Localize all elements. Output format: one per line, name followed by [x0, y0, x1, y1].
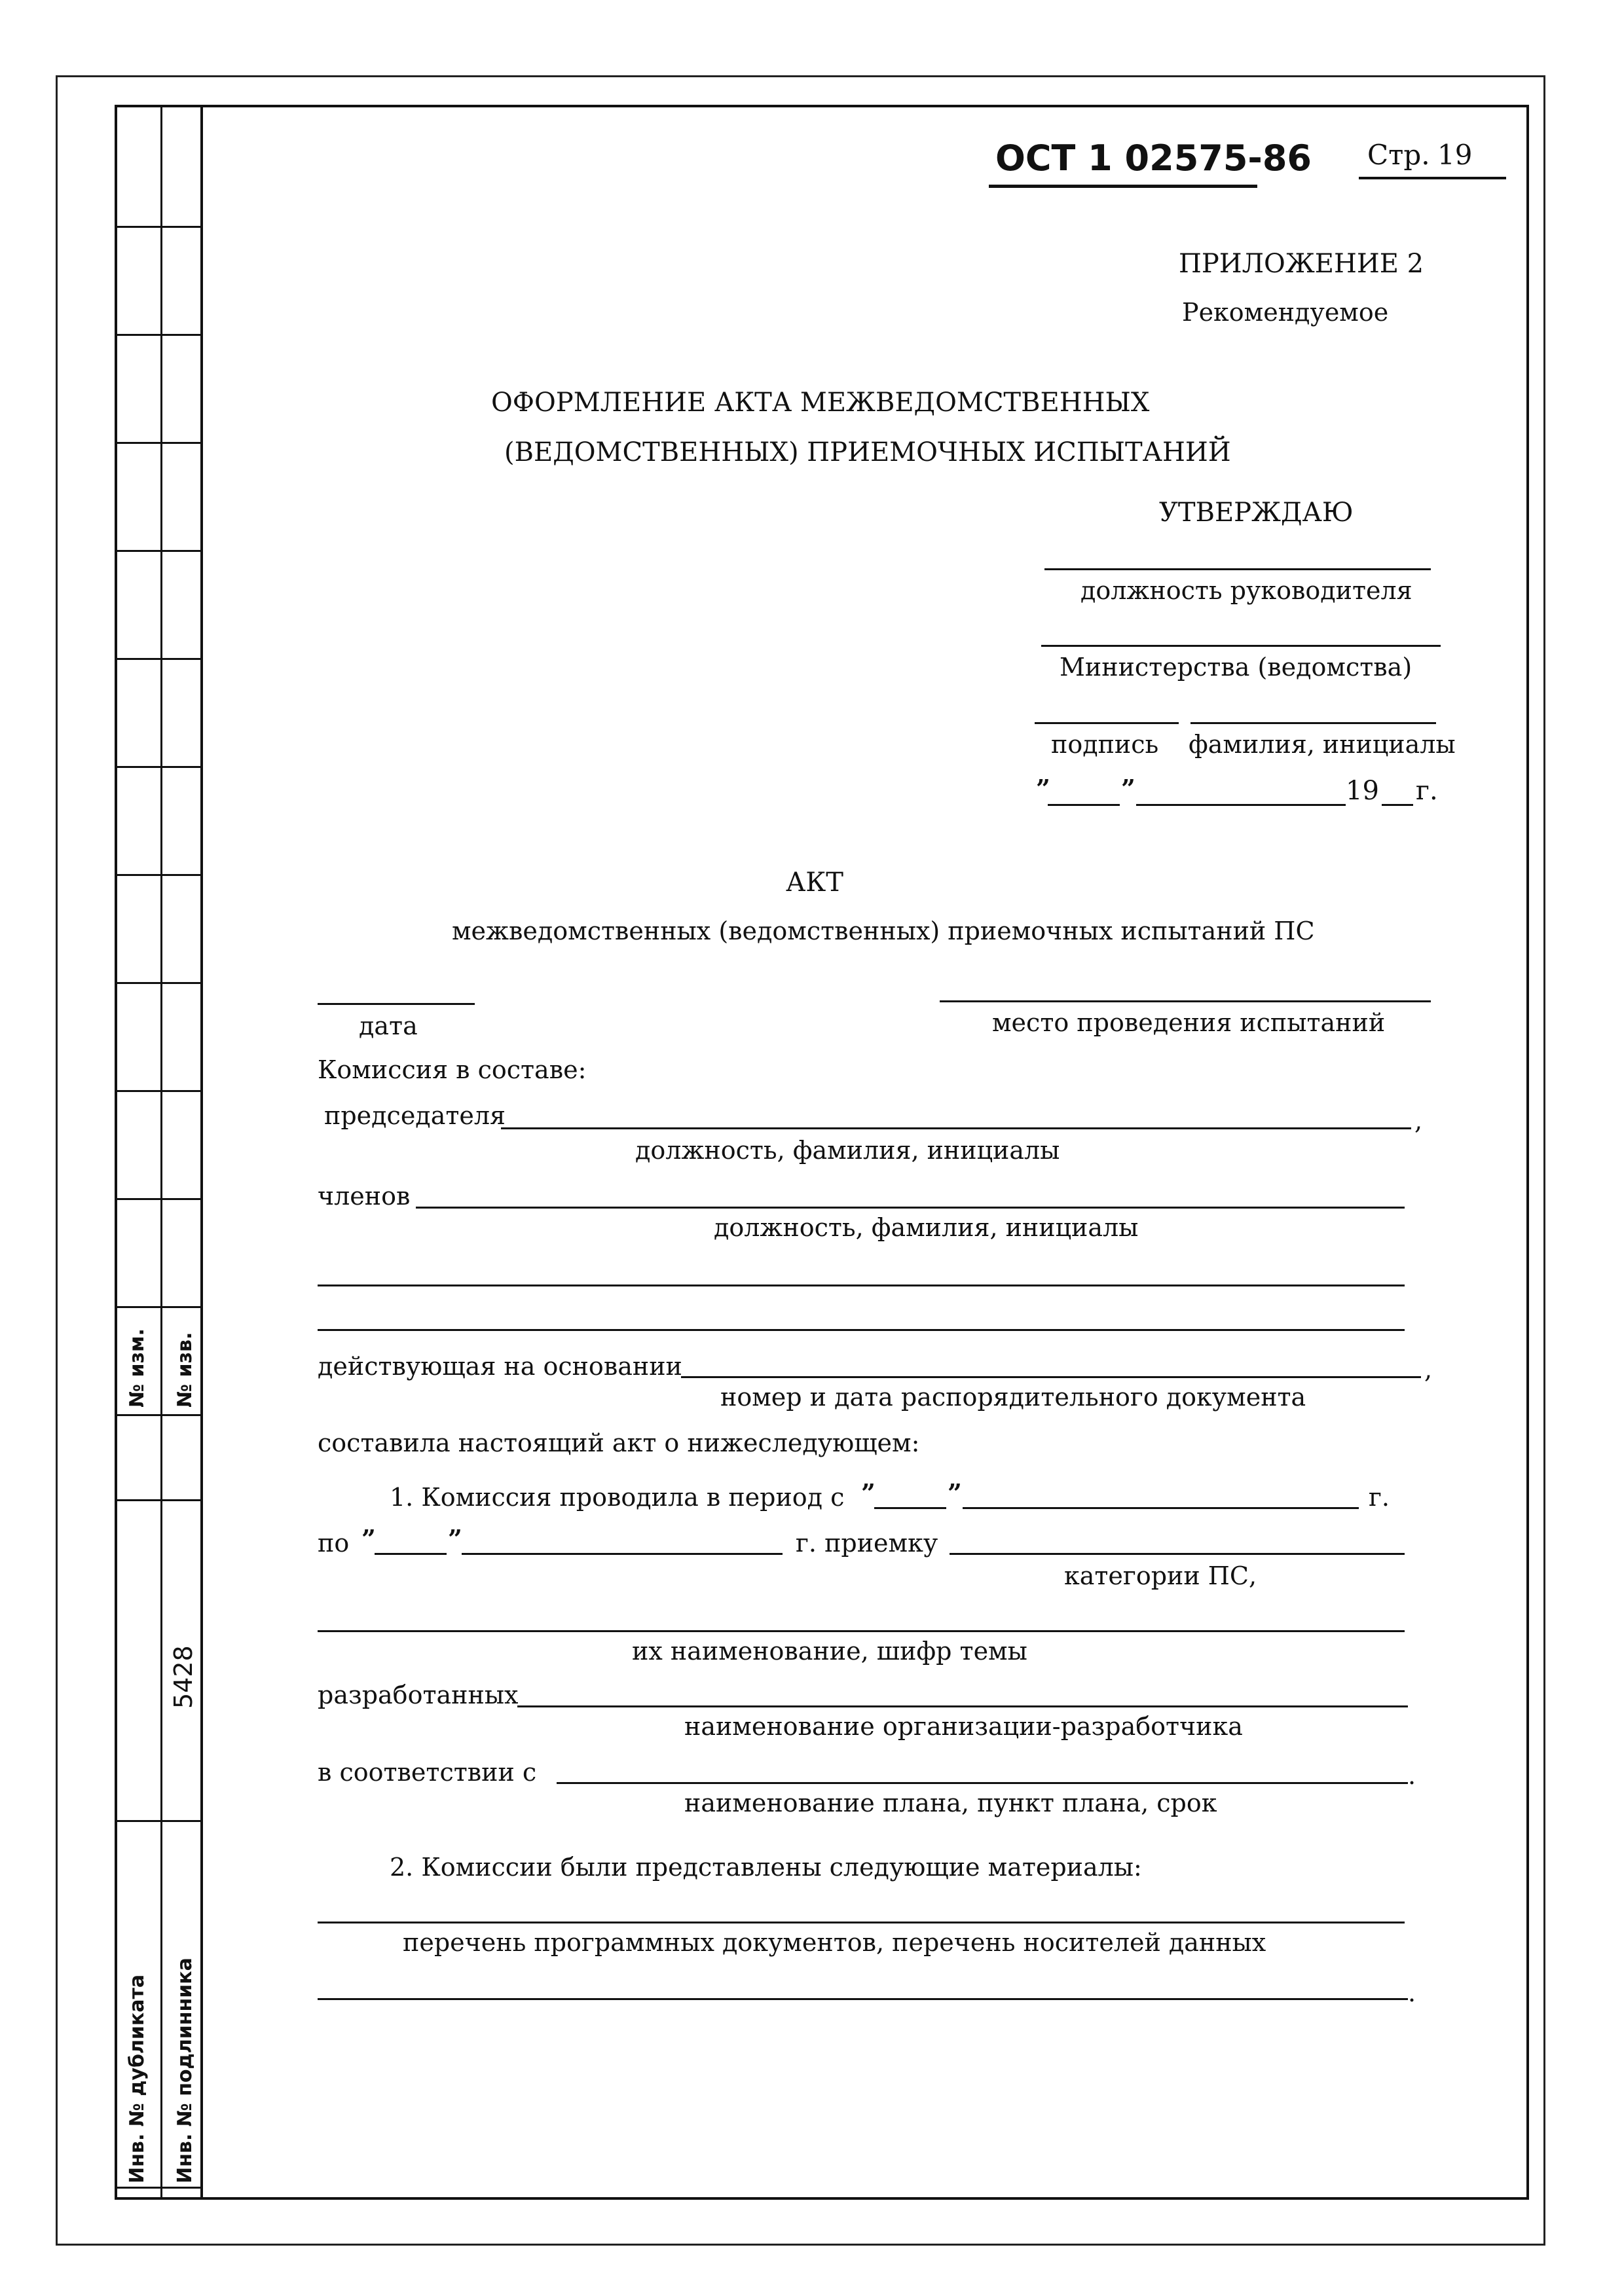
developer-line [517, 1705, 1408, 1707]
name-line [318, 1630, 1405, 1632]
page-underline [1359, 177, 1506, 179]
basis-caption: номер и дата распорядительного документа [720, 1383, 1306, 1412]
signature-caption: подпись [1051, 730, 1159, 759]
page-label: Стр. [1367, 139, 1430, 171]
appendix-title: ПРИЛОЖЕНИЕ 2 [1179, 249, 1424, 279]
item1-text: 1. Комиссия проводила в период с [390, 1483, 845, 1512]
margin-row-line [115, 766, 203, 768]
chairman-label: председателя [324, 1101, 506, 1130]
members-line [416, 1207, 1405, 1209]
materials-caption: перечень программных документов, перечень носителей данных [403, 1928, 1266, 1957]
margin-row-line [115, 1414, 203, 1416]
margin-row-line [115, 1090, 203, 1092]
appendix-status: Рекомендуемое [1182, 298, 1389, 327]
accept-text: г. приемку [796, 1529, 938, 1558]
doc-code-underline [989, 185, 1257, 188]
margin-inv-number: 5428 [169, 1645, 198, 1709]
place-line [940, 1000, 1431, 1002]
margin-row-line [115, 1499, 203, 1501]
approval-month-line [1136, 804, 1346, 806]
approval-day-line [1048, 804, 1120, 806]
members-extra-line-1 [318, 1285, 1405, 1286]
approval-year-prefix: 19 [1346, 776, 1379, 806]
members-label: членов [318, 1182, 411, 1211]
to-day-line [375, 1553, 447, 1555]
item1-day-line [874, 1507, 946, 1509]
margin-row-line [115, 1306, 203, 1308]
margin-row-line [115, 550, 203, 552]
item1-year-g: г. [1369, 1483, 1390, 1512]
form-title-line1: ОФОРМЛЕНИЕ АКТА МЕЖВЕДОМСТВЕННЫХ [491, 388, 1150, 418]
approval-heading: УТВЕРЖДАЮ [1159, 498, 1354, 528]
place-caption: место проведения испытаний [992, 1008, 1386, 1037]
commission-label: Комиссия в составе: [318, 1055, 587, 1084]
chairman-caption: должность, фамилия, инициалы [635, 1136, 1060, 1165]
margin-row-line [115, 442, 203, 444]
position-caption: должность руководителя [1080, 576, 1412, 605]
developer-caption: наименование организации-разработчика [684, 1712, 1243, 1741]
doc-code: ОСТ 1 02575-86 [995, 137, 1312, 179]
position-line [1044, 568, 1431, 570]
to-close-quote: ” [448, 1524, 462, 1554]
margin-row-line [115, 226, 203, 228]
ministry-line [1041, 645, 1441, 647]
category-caption: категории ПС, [1064, 1561, 1257, 1590]
approval-date-open-quote: ” [1036, 774, 1050, 803]
accordance-period: . [1408, 1761, 1416, 1790]
margin-row-line [115, 1198, 203, 1200]
developed-label: разработанных [318, 1681, 519, 1709]
materials-period: . [1408, 1978, 1416, 2007]
chairman-comma: , [1414, 1106, 1423, 1135]
act-subtitle: межведомственных (ведомственных) приемочных испытаний ПС [452, 917, 1315, 945]
margin-stamp-column [115, 105, 203, 2200]
date-caption: дата [359, 1011, 418, 1040]
to-open-quote: ” [361, 1524, 376, 1554]
margin-row-line [115, 2187, 203, 2189]
item1-open-quote: ” [861, 1478, 876, 1508]
plan-caption: наименование плана, пункт плана, срок [684, 1789, 1217, 1817]
name-line [1190, 722, 1436, 724]
date-line [318, 1003, 475, 1005]
margin-notice-no-label: № изв. [174, 1332, 196, 1408]
members-caption: должность, фамилия, инициалы [714, 1213, 1139, 1242]
margin-row-line [115, 874, 203, 876]
signature-line [1035, 722, 1179, 724]
margin-row-line [115, 982, 203, 984]
margin-row-line [115, 658, 203, 660]
chairman-line [501, 1127, 1411, 1129]
to-month-line [462, 1553, 783, 1555]
basis-label: действующая на основании [318, 1352, 682, 1381]
basis-comma: , [1424, 1355, 1433, 1384]
members-extra-line-2 [318, 1329, 1405, 1331]
margin-row-line [115, 334, 203, 336]
materials-line-2 [318, 1998, 1408, 2000]
page-number: 19 [1437, 139, 1473, 171]
accordance-label: в соответствии с [318, 1758, 537, 1787]
approval-year-suffix: г. [1416, 776, 1438, 806]
category-line [950, 1553, 1405, 1555]
form-title-line2: (ВЕДОМСТВЕННЫХ) ПРИЕМОЧНЫХ ИСПЫТАНИЙ [504, 437, 1231, 467]
to-label: по [318, 1529, 350, 1558]
margin-row-line [115, 1820, 203, 1822]
ministry-caption: Министерства (ведомства) [1060, 653, 1412, 682]
basis-line [681, 1376, 1421, 1378]
compiled-text: составила настоящий акт о нижеследующем: [318, 1429, 920, 1457]
margin-column-divider [160, 105, 162, 2200]
margin-inv-original-label: Инв. № подлинника [174, 1958, 196, 2183]
name-caption: фамилия, инициалы [1189, 730, 1456, 759]
approval-year-line [1382, 804, 1413, 806]
accordance-line [557, 1782, 1408, 1784]
item1-close-quote: ” [948, 1478, 962, 1508]
item2-text: 2. Комиссии были представлены следующие материалы: [390, 1853, 1142, 1882]
act-title: АКТ [786, 867, 843, 898]
margin-inv-duplicate-label: Инв. № дубликата [126, 1974, 149, 2183]
margin-change-no-label: № изм. [126, 1328, 149, 1408]
materials-line-1 [318, 1922, 1405, 1923]
item1-month-line [963, 1507, 1359, 1509]
approval-date-close-quote: ” [1121, 774, 1135, 803]
name-caption: их наименование, шифр темы [632, 1637, 1027, 1666]
